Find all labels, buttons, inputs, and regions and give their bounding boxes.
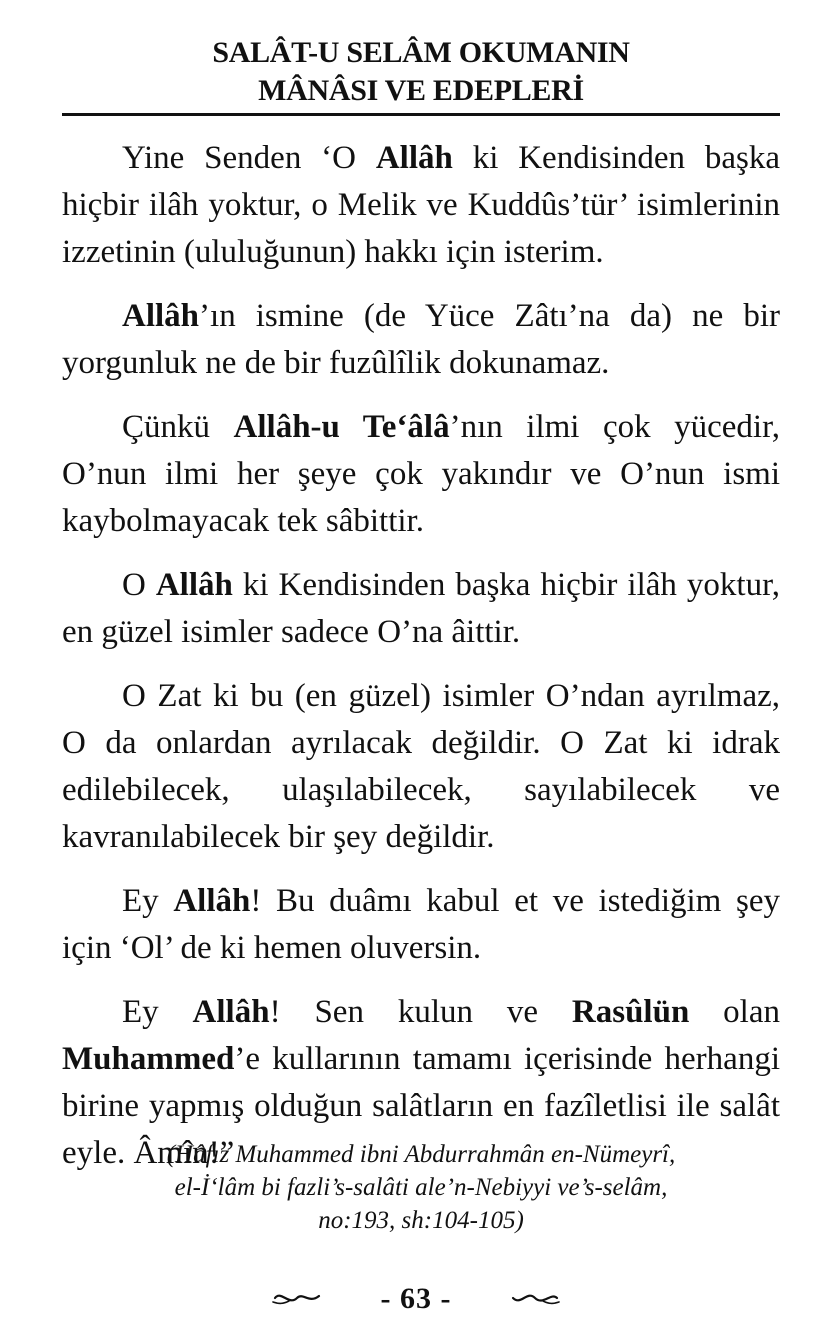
header-title-line-1: SALÂT-U SELÂM OKUMANIN <box>212 36 630 69</box>
text-segment: Yine Senden ‘O <box>122 140 376 176</box>
page-header <box>62 34 780 110</box>
bold-text: Allâh <box>192 994 270 1030</box>
bold-text: Allâh <box>173 883 251 919</box>
bold-text: Allâh <box>122 298 200 334</box>
text-segment: ’ın ismine (de Yüce Zâtı’na da) ne bir yorgunluk ne de bir fuzûlîlik dokunamaz. <box>62 298 780 381</box>
text-segment: Ey <box>122 994 193 1030</box>
text-segment: ’nın ilmi çok yücedir, O’nun ilmi her şeye çok yakındır ve O’nun ismi kaybolmayacak tek sâbittir. <box>62 409 781 539</box>
citation-line-1: (Hâfız Muhammed ibni Abdurrahmân en-Nümeyrî, <box>166 1141 676 1168</box>
bold-text: Muhammed <box>62 1041 235 1077</box>
text-segment: ! Bu duâmı kabul et ve istediğim şey için ‘Ol’ de ki hemen oluversin. <box>62 883 780 966</box>
text-segment: olan <box>689 994 780 1030</box>
page-footer <box>0 1282 832 1316</box>
text-segment: O <box>122 567 156 603</box>
header-title-line-2: MÂNÂSI VE EDEPLERİ <box>258 74 584 107</box>
text-segment: Ey <box>122 883 174 919</box>
bold-text: Allâh <box>155 567 233 603</box>
flourish-right-ornament <box>507 1286 563 1312</box>
header-divider <box>62 113 780 116</box>
paragraph <box>62 293 780 387</box>
paragraph <box>62 562 780 656</box>
paragraph <box>62 878 780 972</box>
text-segment: ki Kendisinden başka hiçbir ilâh yoktur, o Melik ve Kuddûs’tür’ isimlerinin izzetinin (ululuğunun) hakkı için isterim. <box>62 140 780 270</box>
bold-text: Rasûlün <box>571 994 690 1030</box>
page-number: - 63 - <box>380 1282 452 1315</box>
body-text <box>62 135 780 1194</box>
citation-line-3: no:193, sh:104-105) <box>318 1207 524 1234</box>
text-segment: ! Sen kulun ve <box>269 994 572 1030</box>
text-segment: ki Kendisinden başka hiçbir ilâh yoktur, en güzel isimler sadece O’na âittir. <box>62 567 780 650</box>
text-segment: Çünkü <box>122 409 234 445</box>
bold-text: Allâh <box>375 140 453 176</box>
bold-text: Allâh-u Te‘âlâ <box>233 409 450 445</box>
flourish-left-ornament <box>269 1286 325 1312</box>
citation <box>62 1138 780 1237</box>
paragraph <box>62 673 780 861</box>
paragraph <box>62 135 780 276</box>
text-segment: ’e kullarının tamamı içerisinde herhangi birine yapmış olduğun salâtların en fazîletlisi ile salât eyle. Âmîn!” <box>62 1041 780 1171</box>
text-segment: O Zat ki bu (en güzel) isimler O’ndan ayrılmaz, O da onlardan ayrılacak değildir. O Zat ki idrak edilebilecek, ulaşılabilecek, sayılabilecek ve kavranılabilecek bir şey değildir. <box>62 678 780 855</box>
citation-line-2: el-İ‘lâm bi fazli’s-salâti ale’n-Nebiyyi ve’s-selâm, <box>174 1174 668 1201</box>
paragraph <box>62 404 780 545</box>
